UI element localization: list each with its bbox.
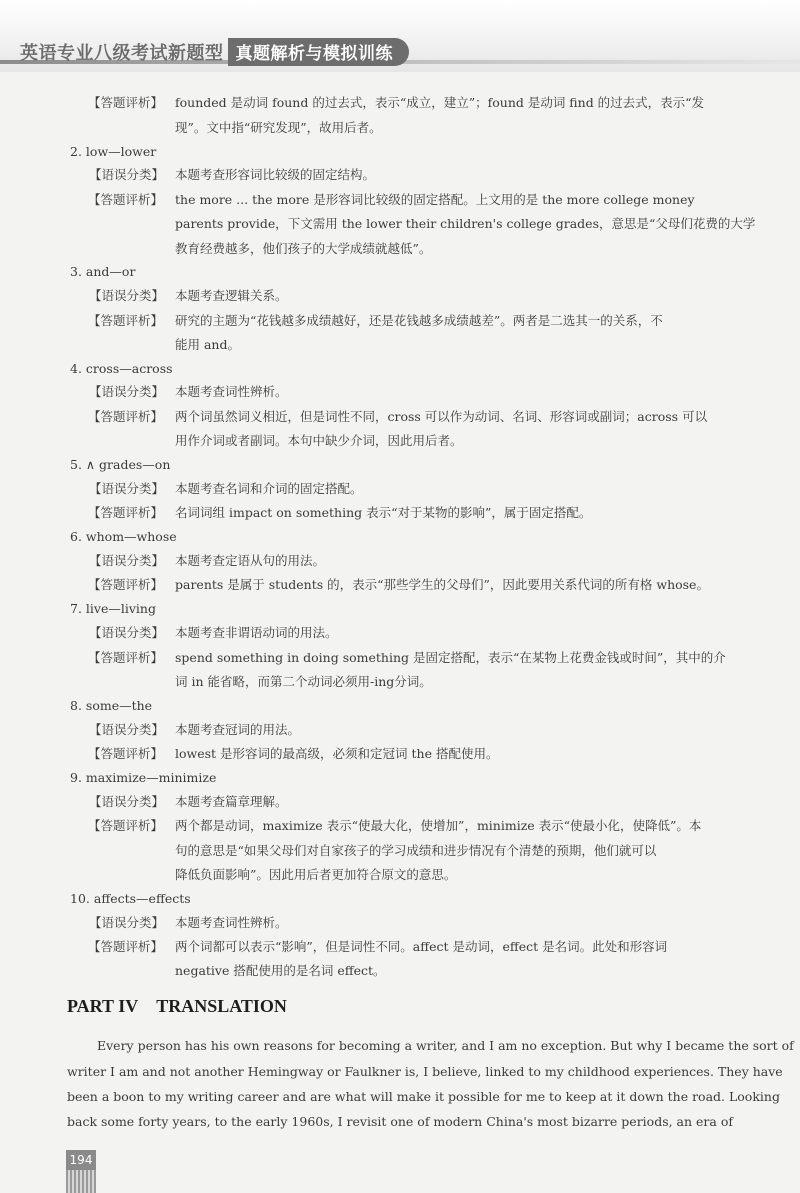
part-number: PART IV — [67, 996, 139, 1016]
analysis-label: 【答题评析】 — [88, 650, 164, 665]
category-text: 本题考查冠词的用法。 — [175, 722, 301, 737]
analysis-text: 名词词组 impact on something 表示“对于某物的影响”，属于固定搭配。 — [175, 505, 592, 520]
item-number-heading: 6. whom—whose — [70, 529, 177, 544]
passage-line: been a boon to my writing career and are what will make it possible for me to keep at it down the road. Looking — [67, 1089, 780, 1104]
analysis-label: 【答题评析】 — [88, 939, 164, 954]
category-text: 本题考查词性辨析。 — [175, 915, 288, 930]
analysis-text: the more ... the more 是形容词比较级的固定搭配。上文用的是 the more college money — [175, 192, 695, 207]
category-label: 【语误分类】 — [89, 167, 165, 182]
analysis-label: 【答题评析】 — [88, 313, 164, 328]
analysis-label: 【答题评析】 — [88, 95, 164, 110]
book-title — [20, 38, 409, 66]
category-label: 【语误分类】 — [89, 915, 165, 930]
item-number-heading: 5. ∧ grades—on — [70, 457, 171, 472]
analysis-text: 两个词都可以表示“影响”，但是词性不同。affect 是动词，effect 是名词。此处和形容词 — [175, 939, 668, 954]
item-number-heading: 10. affects—effects — [70, 891, 191, 906]
analysis-text: 句的意思是“如果父母们对自家孩子的学习成绩和进步情况有个清楚的预期，他们就可以 — [175, 843, 657, 858]
analysis-text: 现”。文中指“研究发现”，故用后者。 — [175, 120, 382, 135]
item-number-heading: 7. live—living — [70, 601, 156, 616]
item-number-heading: 4. cross—across — [70, 361, 173, 376]
category-label: 【语误分类】 — [89, 794, 165, 809]
category-label: 【语误分类】 — [89, 384, 165, 399]
page-number: 194 — [66, 1150, 96, 1170]
section-heading — [67, 996, 305, 1017]
analysis-text: 能用 and。 — [175, 337, 240, 352]
analysis-text: 教育经费越多，他们孩子的大学成绩就越低”。 — [175, 241, 432, 256]
category-text: 本题考查定语从句的用法。 — [175, 553, 326, 568]
passage-line: Every person has his own reasons for becoming a writer, and I am no exception. But why I became the sort of — [97, 1038, 794, 1053]
analysis-text: spend something in doing something 是固定搭配，表示“在某物上花费金钱或时间”，其中的介 — [175, 650, 726, 665]
part-title: TRANSLATION — [156, 996, 287, 1016]
item-number-heading: 8. some—the — [70, 698, 153, 713]
book-title-main: 英语专业八级考试新题型 — [20, 43, 224, 64]
analysis-text: 研究的主题为“花钱越多成绩越好，还是花钱越多成绩越差”。两者是二选其一的关系，不 — [175, 313, 663, 328]
analysis-label: 【答题评析】 — [88, 505, 164, 520]
book-title-sub: 真题解析与模拟训练 — [228, 38, 410, 66]
category-text: 本题考查名词和介词的固定搭配。 — [175, 481, 363, 496]
passage-line: back some forty years, to the early 1960s, I revisit one of modern China's most bizarre periods, an era of — [67, 1114, 733, 1129]
analysis-label: 【答题评析】 — [88, 409, 164, 424]
item-number-heading: 2. low—lower — [70, 144, 157, 159]
item-number-heading: 3. and—or — [70, 264, 136, 279]
analysis-text: 词 in 能省略，而第二个动词必须用-ing分词。 — [175, 674, 432, 689]
category-text: 本题考查非谓语动词的用法。 — [175, 625, 338, 640]
analysis-label: 【答题评析】 — [88, 192, 164, 207]
analysis-label: 【答题评析】 — [88, 746, 164, 761]
category-text: 本题考查逻辑关系。 — [175, 288, 288, 303]
category-text: 本题考查词性辨析。 — [175, 384, 288, 399]
item-number-heading: 9. maximize—minimize — [70, 770, 217, 785]
page-header — [0, 0, 800, 72]
category-text: 本题考查篇章理解。 — [175, 794, 288, 809]
analysis-text: 用作介词或者副词。本句中缺少介词，因此用后者。 — [175, 433, 463, 448]
analysis-text: negative 搭配使用的是名词 effect。 — [175, 963, 386, 978]
analysis-text: 两个词虽然词义相近，但是词性不同，cross 可以作为动词、名词、形容词或副词；across 可以 — [175, 409, 708, 424]
category-label: 【语误分类】 — [89, 481, 165, 496]
category-text: 本题考查形容词比较级的固定结构。 — [175, 167, 376, 182]
analysis-text: 降低负面影响”。因此用后者更加符合原文的意思。 — [175, 867, 457, 882]
category-label: 【语误分类】 — [89, 288, 165, 303]
analysis-text: lowest 是形容词的最高级，必须和定冠词 the 搭配使用。 — [175, 746, 499, 761]
analysis-text: founded 是动词 found 的过去式，表示“成立，建立”；found 是动词 find 的过去式，表示“发 — [175, 95, 705, 110]
analysis-text: 两个都是动词，maximize 表示“使最大化，使增加”，minimize 表示“使最小化，使降低”。本 — [175, 818, 702, 833]
category-label: 【语误分类】 — [89, 553, 165, 568]
category-label: 【语误分类】 — [89, 722, 165, 737]
category-label: 【语误分类】 — [89, 625, 165, 640]
analysis-text: parents provide，下文需用 the lower their children's college grades，意思是“父母们花费的大学 — [175, 216, 756, 231]
analysis-text: parents 是属于 students 的，表示“那些学生的父母们”，因此要用关系代词的所有格 whose。 — [175, 577, 709, 592]
passage-line: writer I am and not another Hemingway or Faulkner is, I believe, linked to my childhood experiences. They have — [67, 1064, 783, 1079]
analysis-label: 【答题评析】 — [88, 577, 164, 592]
analysis-label: 【答题评析】 — [88, 818, 164, 833]
page-number-decoration — [66, 1170, 96, 1193]
